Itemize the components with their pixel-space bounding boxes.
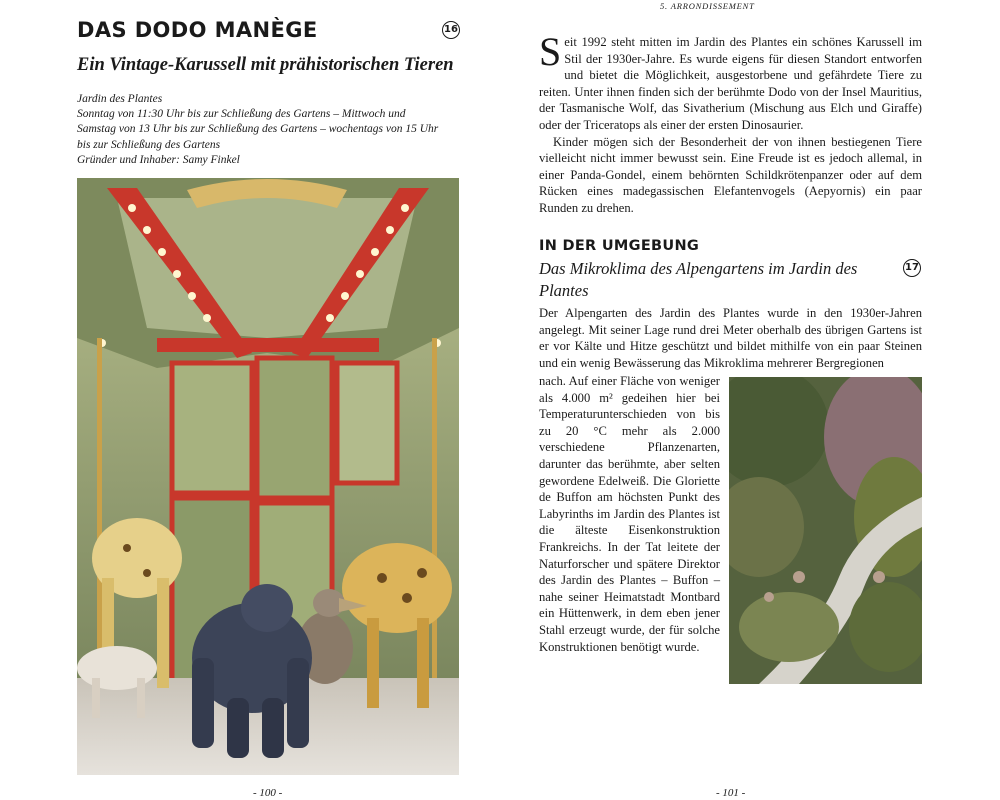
nearby-heading: IN DER UMGEBUNG [539,238,700,254]
page-number-left: - 100 - [253,787,283,799]
info-founder: Gründer und Inhaber: Samy Finkel [77,153,240,166]
info-hours-line-2: Samstag von 13 Uhr bis zur Schließung des Gartens – wochentags von 15 Uhr [77,123,439,136]
info-hours-line-3: bis zur Schließung des Gartens [77,138,221,151]
alpine-garden-photo [729,377,922,684]
running-head: 5. ARRONDISSEMENT [660,1,755,11]
paragraph-4: nach. Auf einer Fläche von weniger als 4.000 m² gedeihen hier bei Temperaturunterschieden von bis zu 20 °C mehr als 2.000 verschiedene Pflanzenarten, darunter das berühmte, aber selten gewordene Edelweiß. Die Gloriette de Buffon am höchsten Punkt des Labyrinths im Jardin des Plantes ist die älteste Eisenkonstruktion Frankreichs. In der Tat leitete der Naturforscher und spätere Direktor des Jardin des Plantes – Buffon – nahe seiner Heimatstadt Montbard ein Hüttenwerk, in dem eben jener Stahl erzeugt wurde, der für solche Konstruktionen benötigt wurde. [539,374,720,654]
section-subtitle: Ein Vintage-Karussell mit prähistorischen Tieren [77,55,454,75]
paragraph-3: Der Alpengarten des Jardin des Plantes wurde in den 1930er-Jahren angelegt. Mit seiner Lage rund drei Meter oberhalb des übrigen Gartens ist er vor Kälte und Hitze geschützt und bildet mithilfe von ein paar Steinen und ein wenig Bewässerung das Mikroklima mehrerer Bergregionen [539,306,922,370]
section-number-badge: 16 [442,21,460,39]
nearby-number-badge: 17 [903,259,921,277]
info-location: Jardin des Plantes [77,93,163,105]
intro-text [539,29,922,217]
nearby-subtitle: Das Mikroklima des Alpengartens im Jardin des Plantes [539,259,858,300]
carousel-photo [77,178,459,775]
info-hours-line-1: Sonntag von 11:30 Uhr bis zur Schließung des Gartens – Mittwoch und [77,108,406,121]
page-number-right: - 101 - [716,787,746,799]
paragraph-1: eit 1992 steht mitten im Jardin des Plantes ein schönes Karussell im Stil der 1930er-Jahre. Es wurde eigens für diesen Standort entworfen und bietet die Möglichkeit, ausgestorbene und gefährdete Tiere zu reiten. Unter ihnen finden sich der berühmte Dodo von der Insel Mauritius, der Tasmanische Wolf, das Sivatherium (Mischung aus Elch und Giraffe) oder der Triceratops als einer der ersten Dinosaurier. [539,35,922,132]
section-title: DAS DODO MANÈGE [77,18,318,42]
paragraph-2: Kinder mögen sich der Besonderheit der von ihnen bestiegenen Tiere vielleicht nicht immer bewusst sein. Eine Freude ist es jedoch allemal, in einer Panda-Gondel, einem behörnten Schildkrötenpanzer oder auf dem Rücken eines madegassischen Elefantenvogels (Aepyornis) ein paar Runden zu drehen. [539,134,922,215]
info-block [77,92,462,168]
drop-cap: S [539,29,562,74]
